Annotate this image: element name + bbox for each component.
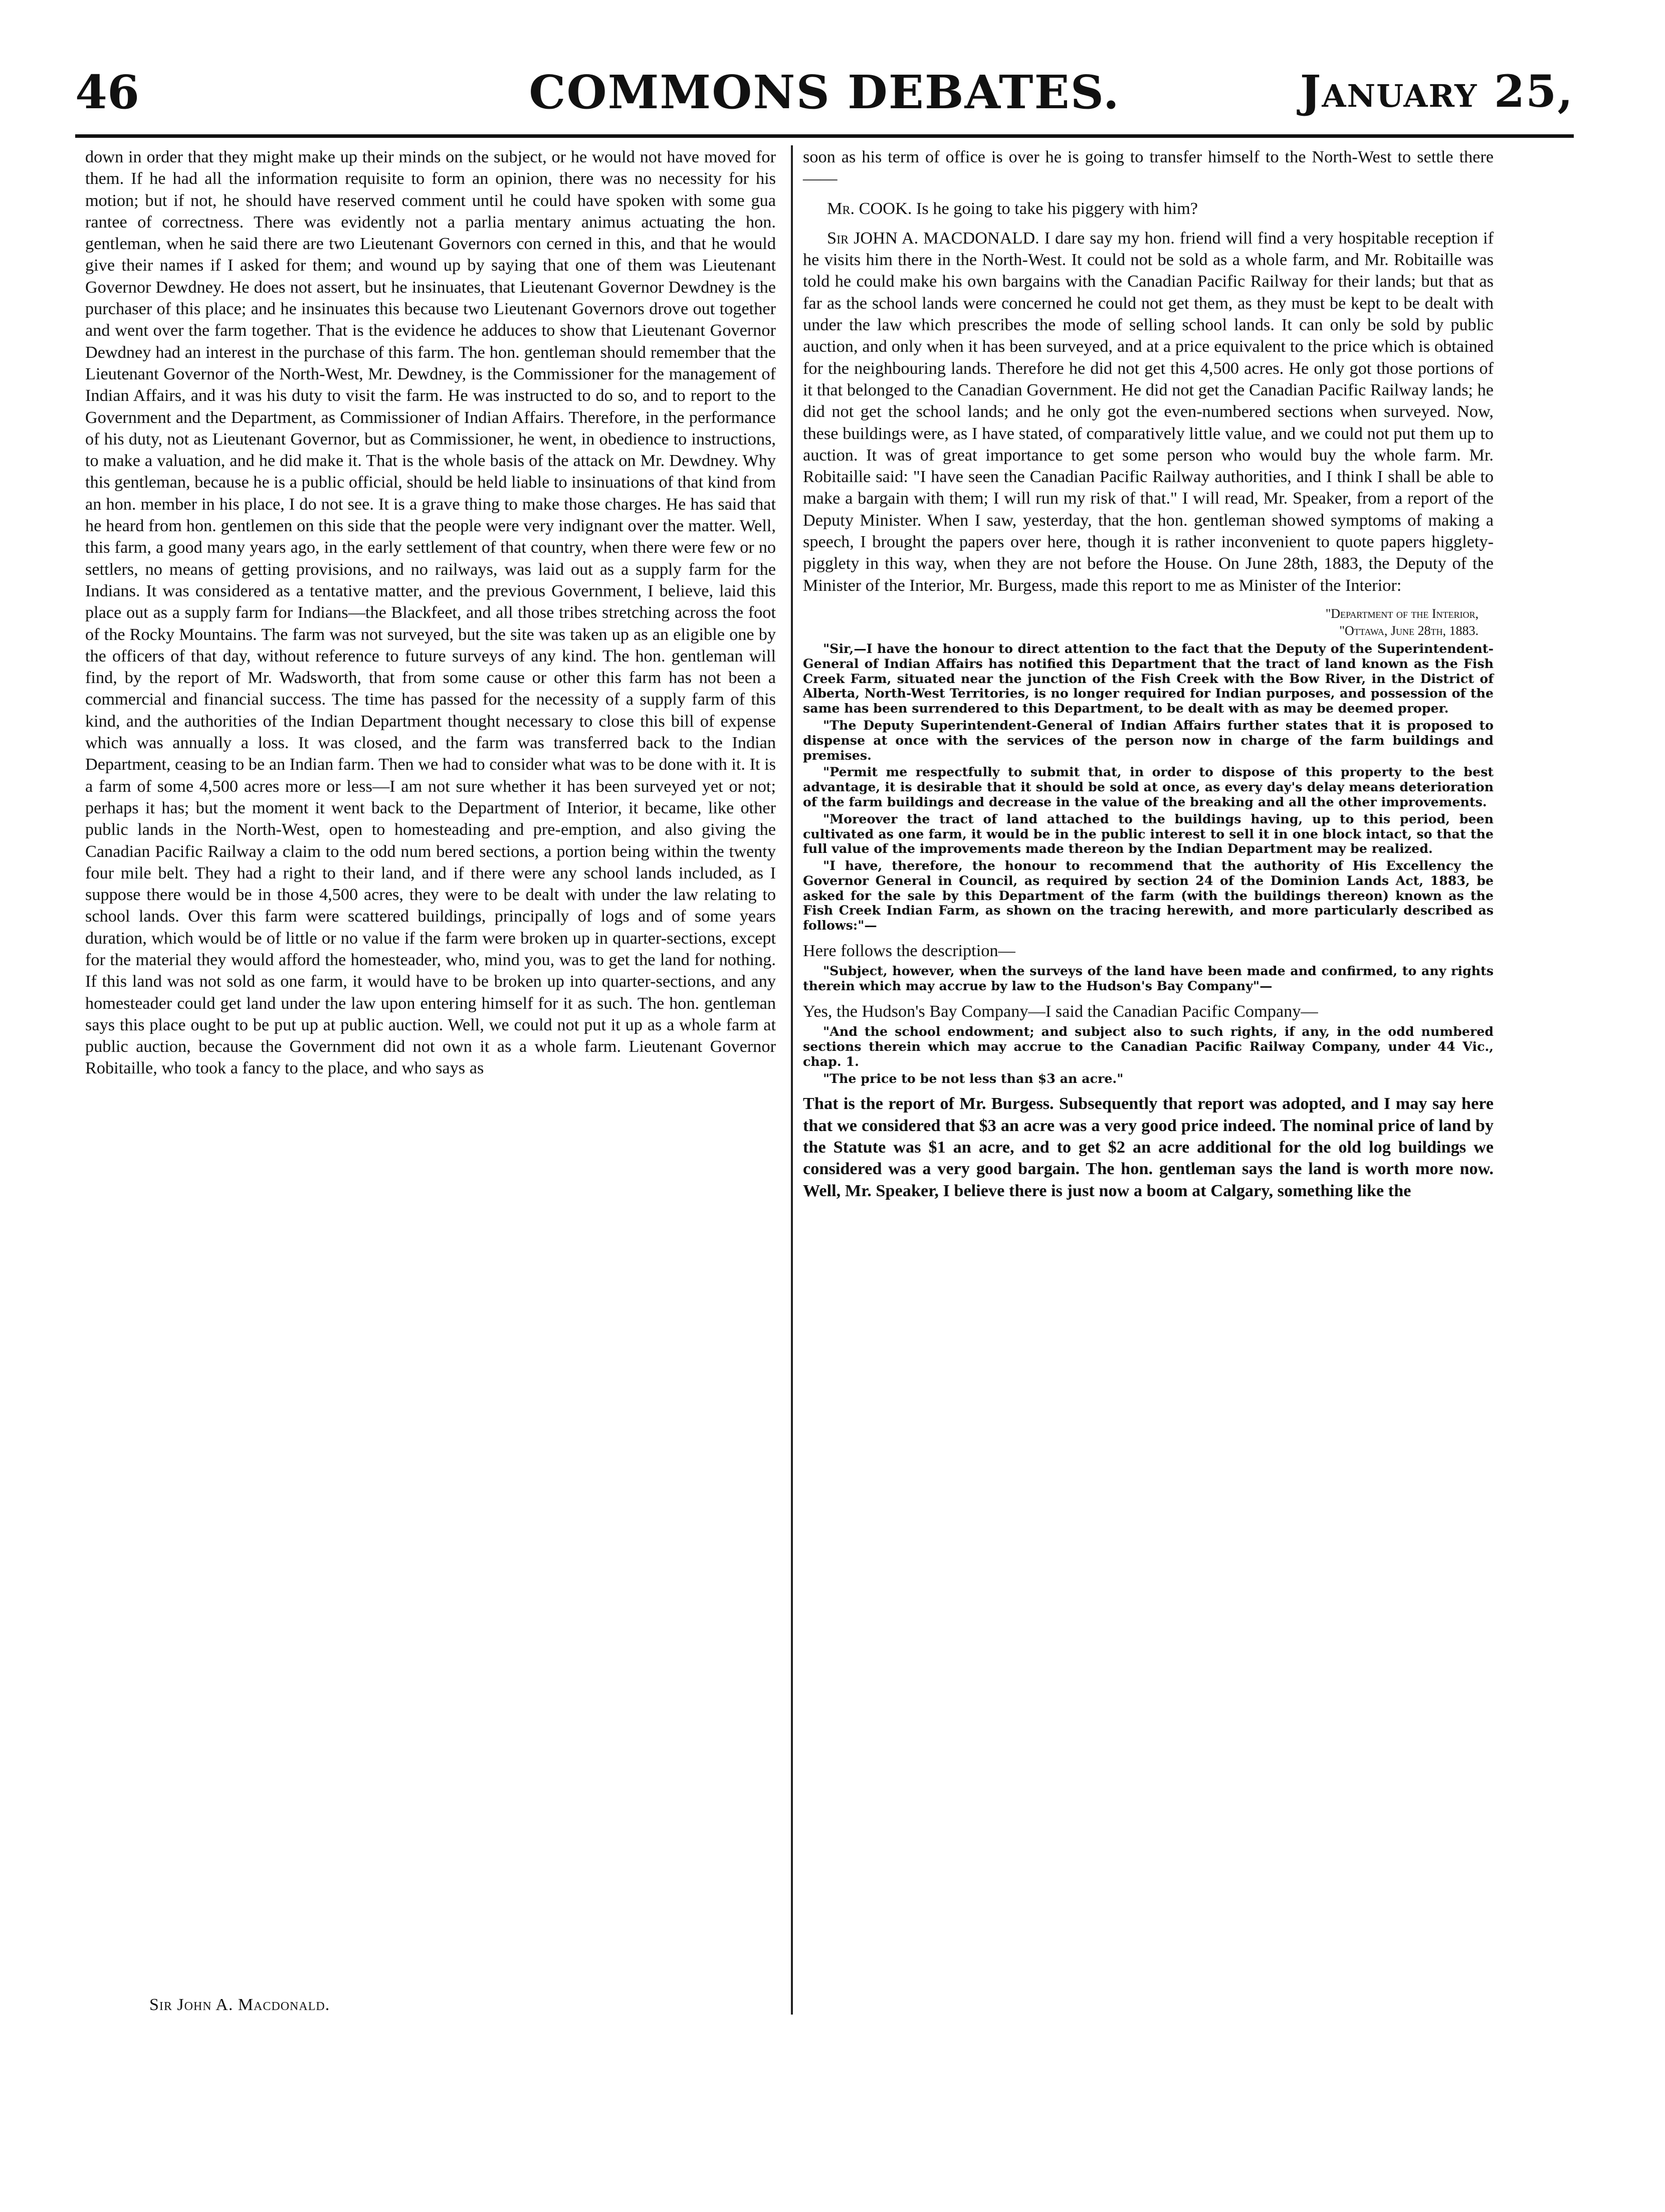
quote-paragraph: "Subject, however, when the surveys of the land have been made and confirmed, to any rights therein which may accrue by law to the Hudson's Bay Company"— [803, 963, 1494, 994]
right-column [803, 146, 1494, 1202]
quote-heading-place-date: "Ottawa, June 28th, 1883. [1339, 623, 1479, 638]
page-header [75, 65, 1574, 135]
page-number: 46 [75, 65, 140, 119]
macdonald-speech [803, 228, 1494, 596]
quote-paragraph: "I have, therefore, the honour to recommend that the authority of His Excellency the Governor General in Council, as required by section 24 of the Dominion Lands Act, 1883, be asked for the sale by this Department of the farm (with the buildings thereon) known as the Fish Creek Indian Farm, as shown on the tracing herewith, and more particularly described as follows:"— [803, 858, 1494, 933]
right-paragraph-continued: soon as his term of office is over he is going to transfer himself to the North-West to settle there—— [803, 147, 1494, 188]
quote-paragraph: "The price to be not less than $3 an acre." [823, 1070, 1124, 1086]
quote-paragraph: "The Deputy Superintendent-General of Indian Affairs further states that it is proposed to dispense at once with the services of the person now in charge of the farm buildings and premises. [803, 717, 1494, 763]
speech-text: Is he going to take his piggery with him? [916, 198, 1198, 218]
closing-paragraph: That is the report of Mr. Burgess. Subsequently that report was adopted, and I may say here that we considered that $3 an acre was a very good price indeed. The nominal price of land by the Statute was $1 an acre, and to get $2 an acre additional for the old log buildings we considered was a very good bargain. The hon. gentleman says the land is worth more now. Well, Mr. Speaker, I believe there is just now a boom at Calgary, something like the [803, 1094, 1494, 1200]
column-divider [791, 145, 793, 2015]
speaker-name: Sir JOHN A. MACDONALD. [827, 228, 1039, 248]
quote-heading [803, 605, 1494, 639]
header-rule [75, 134, 1574, 138]
publication-title: COMMONS DEBATES. [529, 65, 1120, 119]
narrative-line: Yes, the Hudson's Bay Company—I said the Canadian Pacific Company— [803, 1001, 1318, 1021]
speech-text: I dare say my hon. friend will find a very hospitable reception if he visits him there in the North-West. It could not be sold as a whole farm, and Mr. Robitaille was told he could make his own bargains with the Canadian Pacific Railway for their lands; but that as far as the school lands were concerned he could not get them, as they must be kept to be dealt with under the law which prescribes the mode of selling school lands. It can only be sold by public auction, and only when it has been surveyed, and at a price equivalent to the price which is obtained for the neighbouring lands. Therefore he did not get this 4,500 acres. He only got those portions of it that belonged to the Canadian Government. He did not get the Canadian Pacific Railway lands; he did not get the school lands; and he only got the even-numbered sections when surveyed. Now, these buildings were, as I have stated, of comparatively little value, and we could not put them up to auction. It was of great importance to get some person who would buy the whole farm. Mr. Robitaille said: "I have seen the Canadian Pacific Railway authorities, and I think I shall be able to make a bargain with them; I will run my risk of that." I will read, Mr. Speaker, from a report of the Deputy Minister. When I saw, yesterday, that the hon. gentleman showed symptoms of making a speech, I brought the papers over here, though it is rather inconvenient to quote papers higglety-pigglety in this way, when they are not before the House. On June 28th, 1883, the Deputy of the Minister of the Interior, Mr. Burgess, made this report to me as Minister of the Interior: [803, 228, 1494, 595]
quote-paragraph: "Sir,—I have the honour to direct attention to the fact that the Deputy of the Superintendent-General of Indian Affairs has notified this Department that the tract of land known as the Fish Creek Farm, situated near the junction of the Fish Creek with the Bow River, in the District of Alberta, North-West Territories, is no longer required for Indian purposes, and possession of the same has been surrendered to this Department, to be dealt with as may be deemed proper. [803, 640, 1494, 716]
page-date: January 25, [1300, 65, 1574, 117]
cook-remark [803, 198, 1494, 219]
quote-heading-department: "Department of the Interior, [1325, 606, 1479, 621]
narrative-line: Here follows the description— [803, 941, 1015, 961]
speaker-name: Mr. COOK. [827, 198, 912, 218]
quote-paragraph: "Moreover the tract of land attached to the buildings having, up to this period, been cultivated as one farm, it would be in the public interest to sell it in one block intact, so that the full value of the improvements made thereon by the Indian Department may be realized. [803, 811, 1494, 856]
quote-paragraph: "Permit me respectfully to submit that, in order to dispose of this property to the best advantage, it is desirable that it should be sold at once, as every day's delay means deterioration of the farm buildings and decrease in the value of the breaking and all the other improvements. [803, 764, 1494, 809]
quote-paragraph: "And the school endowment; and subject also to such rights, if any, in the odd numbered sections therein which may accrue to the Canadian Pacific Railway Company, under 44 Vic., chap. 1. [803, 1024, 1494, 1069]
left-column [85, 146, 776, 1079]
footer-speaker: Sir John A. Macdonald. [149, 1996, 330, 2014]
left-paragraph: down in order that they might make up their minds on the subject, or he would not have moved for them. If he had all the information requisite to form an opinion, there was no necessity for his motion; but if not, he should have reserved comment until he could have spoken with some gua rantee of correctness. There was evidently not a parlia mentary animus actuating the hon. gentleman, when he said there are two Lieutenant Governors con cerned in this, and that he would give their names if I asked for them; and wound up by saying that one of them was Lieutenant Governor Dewdney. He does not assert, but he insinuates, that Lieutenant Governor Dewdney is the purchaser of this place; and he insinuates this because two Lieutenant Governors drove out together and went over the farm together. That is the evidence he adduces to show that Lieutenant Governor Dewdney had an interest in the purchase of this farm. The hon. gentleman should remember that the Lieutenant Governor of the North-West, Mr. Dewdney, is the Commissioner for the management of Indian Affairs, and it was his duty to visit the farm. He was instructed to do so, and to report to the Government and the Department, as Commissioner of Indian Affairs. Therefore, in the performance of his duty, not as Lieutenant Governor, but as Commissioner, he went, in obedience to instructions, to make a valuation, and he did make it. That is the whole basis of the attack on Mr. Dewdney. Why this gentleman, because he is a public official, should be held liable to insinuations of that kind from an hon. member in his place, I do not see. It is a grave thing to make those charges. He has said that he heard from hon. gentlemen on this side that the people were very indignant over the matter. Well, this farm, a good many years ago, in the early settlement of that country, when there were few or no settlers, no means of getting provisions, and no railways, was laid out as a supply farm for the Indians. It was considered as a tentative matter, and the previous Government, I believe, laid this place out as a supply farm for Indians—the Blackfeet, and all those tribes stretching across the foot of the Rocky Mountains. The farm was not surveyed, but the site was taken up as an eligible one by the officers of that day, without reference to future surveys of any kind. The hon. gentleman will find, by the report of Mr. Wadsworth, that from some cause or other this farm has not been a commercial and financial success. The time has passed for the necessity of a supply farm of this kind, and the authorities of the Indian Department thought necessary to close this bill of expense which was annually a loss. It was closed, and the farm was transferred back to the Indian Department, ceasing to be an Indian farm. Then we had to consider what was to be done with it. It is a farm of some 4,500 acres more or less—I am not sure whether it has been surveyed yet or not; perhaps it has; but the moment it went back to the Department of Interior, it became, like other public lands in the North-West, open to homesteading and pre-emption, and also giving the Canadian Pacific Railway a claim to the odd num bered sections, a portion being within the twenty four mile belt. They had a right to their land, and if there were any school lands included, as I suppose there would be in those 4,500 acres, they were to be dealt with under the law relating to school lands. Over this farm were scattered buildings, principally of logs and of some years duration, which would be of little or no value if the farm were broken up in quarter-sections, except for the material they would afford the homesteader, who, mind you, was to get the land for nothing. If this land was not sold as one farm, it would have to be broken up into quarter-sections, and any homesteader could get land under the law upon entering himself for it as such. The hon. gentleman says this place ought to be put up at public auction. Well, we could not put it up as a whole farm at public auction, because the Government did not own it as a whole farm. Lieutenant Governor Robitaille, who took a fancy to the place, and who says as [85, 147, 776, 1078]
